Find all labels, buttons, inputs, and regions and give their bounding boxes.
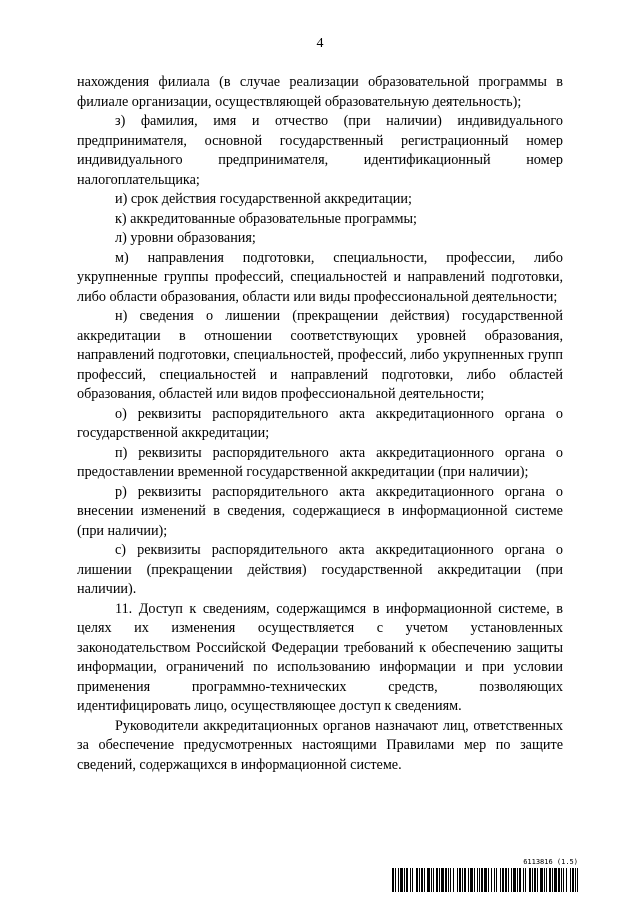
paragraph: Руководители аккредитационных органов назначают лиц, ответственных за обеспечение предусмотренных настоящими Правилами мер по защите сведений, содержащихся в информационной системе. [77, 717, 563, 773]
barcode-stripe [441, 868, 444, 892]
barcode-stripe [404, 868, 405, 892]
barcode-stripe [419, 868, 420, 892]
barcode-stripe [406, 868, 408, 892]
barcode-stripe [494, 868, 495, 892]
paragraph: с) реквизиты распорядительного акта аккредитационного органа о лишении (прекращении действия) государственной аккредитации (при наличии). [77, 542, 563, 597]
paragraph: к) аккредитованные образовательные программы; [115, 210, 417, 227]
barcode-stripe [412, 868, 413, 892]
paragraph: р) реквизиты распорядительного акта аккредитационного органа о внесении изменений в сведения, содержащиеся в информационной системе (при наличии); [77, 483, 563, 539]
barcode-stripe [529, 868, 531, 892]
barcode-stripe [459, 868, 461, 892]
barcode-stripe [484, 868, 487, 892]
barcode-stripe [477, 868, 478, 892]
barcode-stripe [410, 868, 411, 892]
barcode-stripe [400, 868, 403, 892]
barcode-stripe [563, 868, 564, 892]
paragraph: н) сведения о лишении (прекращении действия) государственной аккредитации в отношении соответствующих уровней образования, направлений подготовки, специальностей, профессий, либо укрупненных групп профессий, специальностей и направлений подготовки, либо областей образования, областей или видов профессиональной деятельности; [77, 308, 563, 402]
barcode-stripe [566, 868, 567, 892]
barcode-stripe [424, 868, 425, 892]
paragraph: нахождения филиала (в случае реализации образовательной программы в филиале организации, осуществляющей образовательную деятельность); [77, 74, 563, 110]
barcode-stripe [439, 868, 440, 892]
barcode-stripe [481, 868, 483, 892]
barcode-stripe [517, 868, 518, 892]
barcode-stripe [505, 868, 507, 892]
barcode-stripe [546, 868, 547, 892]
barcode-stripe [558, 868, 560, 892]
barcode-stripe [525, 868, 526, 892]
barcode-stripe [416, 868, 418, 892]
barcode-stripe [448, 868, 449, 892]
barcode-stripe [532, 868, 533, 892]
barcode-stripe [513, 868, 516, 892]
barcode-label: 6113816 (1.5) [523, 858, 578, 866]
barcode-stripe [561, 868, 562, 892]
barcode-stripe [433, 868, 434, 892]
page-number: 4 [316, 36, 324, 51]
barcode-stripe [453, 868, 454, 892]
barcode-stripe [398, 868, 399, 892]
document-body [77, 73, 563, 775]
paragraph: 11. Доступ к сведениям, содержащимся в информационной системе, в целях их изменения осуществляется с учетом установленных законодательством Российской Федерации требований к обеспечению защиты информации, ограничений по использованию информации и при условии применения программно-технических средств, позволяющих идентифицировать лицо, осуществляющее доступ к сведениям. [77, 600, 563, 714]
barcode-stripe [508, 868, 509, 892]
paragraph: м) направления подготовки, специальности, профессии, либо укрупненные группы профессий, специальностей и направлений подготовки, либо области образования, области или виды профессиональной деятельности; [77, 249, 563, 305]
barcode-stripe [445, 868, 447, 892]
barcode-stripe [431, 868, 432, 892]
document-barcode [392, 858, 578, 894]
barcode-stripe [577, 868, 578, 892]
paragraph: о) реквизиты распорядительного акта аккредитационного органа о государственной аккредитации; [77, 405, 563, 441]
barcode-stripe [496, 868, 497, 892]
barcode-stripe [421, 868, 423, 892]
barcode-stripe [491, 868, 492, 892]
barcode-stripe [464, 868, 466, 892]
barcode-stripe [537, 868, 538, 892]
barcode-stripe [534, 868, 536, 892]
paragraph: и) срок действия государственной аккредитации; [115, 191, 412, 207]
barcode-stripe [554, 868, 557, 892]
barcode-stripe [572, 868, 574, 892]
barcode-stripe [450, 868, 451, 892]
barcode-stripe [540, 868, 543, 892]
barcode-stripe [511, 868, 512, 892]
barcode-stripe [523, 868, 524, 892]
paragraph: л) уровни образования; [115, 230, 256, 246]
paragraph: з) фамилия, имя и отчество (при наличии) индивидуального предпринимателя, основной государственный регистрационный номер индивидуального предпринимателя, идентификационный номер налогоплательщика; [77, 113, 563, 188]
barcode-stripe [552, 868, 553, 892]
barcode-stripe [549, 868, 551, 892]
barcode-stripe [468, 868, 469, 892]
barcode-stripe [470, 868, 473, 892]
barcode-stripe [488, 868, 489, 892]
barcode-stripe [427, 868, 430, 892]
barcode-stripe [519, 868, 521, 892]
barcode-stripe [462, 868, 463, 892]
barcode-stripe [436, 868, 438, 892]
barcode-stripe [575, 868, 576, 892]
barcode-icon [392, 868, 578, 892]
barcode-stripe [474, 868, 475, 892]
barcode-stripe [457, 868, 458, 892]
barcode-stripe [479, 868, 480, 892]
barcode-stripe [500, 868, 501, 892]
barcode-stripe [544, 868, 545, 892]
barcode-stripe [502, 868, 504, 892]
barcode-stripe [570, 868, 571, 892]
barcode-stripe [395, 868, 396, 892]
paragraph: п) реквизиты распорядительного акта аккредитационного органа о предоставлении временной государственной аккредитации (при наличии); [77, 444, 563, 480]
barcode-stripe [392, 868, 394, 892]
